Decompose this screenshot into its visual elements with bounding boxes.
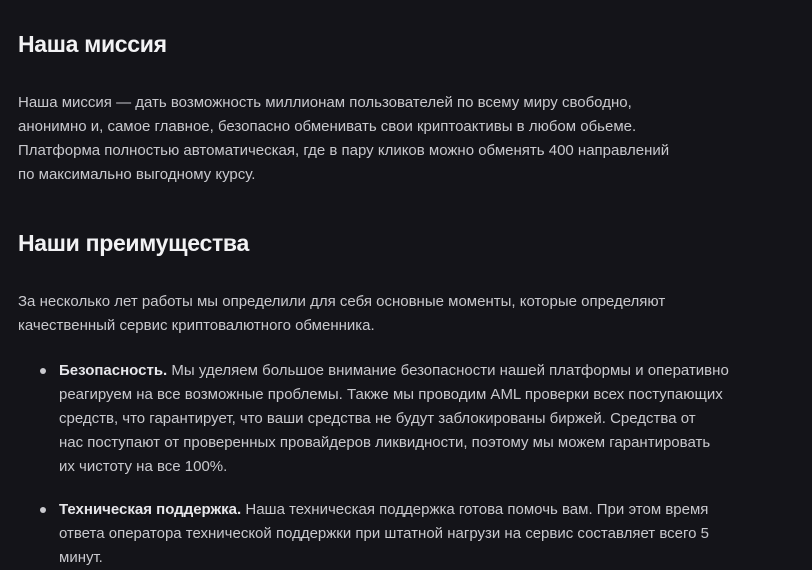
mission-heading: Наша миссия xyxy=(18,31,167,57)
advantage-line xyxy=(59,498,812,522)
advantage-line: средств, что гарантирует, что ваши средства не будут заблокированы биржей. Средства от xyxy=(59,410,696,427)
advantage-term: Безопасность. xyxy=(59,362,168,379)
advantage-text: Наша техническая поддержка готова помочь вам. При этом время xyxy=(241,501,709,518)
mission-paragraph xyxy=(18,91,758,187)
advantage-line: минут. xyxy=(59,549,103,566)
advantages-list xyxy=(0,359,812,570)
advantage-line: их чистоту на все 100%. xyxy=(59,458,228,475)
advantage-line: реагируем на все возможные проблемы. Также мы проводим AML проверки всех поступающих xyxy=(59,386,723,403)
mission-line: Наша миссия — дать возможность миллионам пользователей по всему миру свободно, xyxy=(18,94,632,111)
advantage-text: Мы уделяем большое внимание безопасности нашей платформы и оперативно xyxy=(167,362,729,379)
advantage-item-security xyxy=(0,359,812,479)
advantages-intro-line: За несколько лет работы мы определили для себя основные моменты, которые определяют xyxy=(18,293,666,310)
advantages-intro-paragraph xyxy=(18,290,758,338)
advantage-line: ответа оператора технической поддержки при штатной нагрузи на сервис составляет всего 5 xyxy=(59,525,709,542)
bullet-dot-icon xyxy=(40,507,46,513)
advantage-term: Техническая поддержка. xyxy=(59,501,242,518)
bullet-dot-icon xyxy=(40,368,46,374)
advantages-intro-line: качественный сервис криптовалютного обменника. xyxy=(18,317,375,334)
mission-line: анонимно и, самое главное, безопасно обменивать свои криптоактивы в любом обьеме. xyxy=(18,118,637,135)
mission-line: по максимально выгодному курсу. xyxy=(18,166,256,183)
advantage-item-support xyxy=(0,498,812,570)
mission-line: Платформа полностью автоматическая, где в пару кликов можно обменять 400 направлений xyxy=(18,142,670,159)
advantage-line: нас поступают от проверенных провайдеров ликвидности, поэтому мы можем гарантировать xyxy=(59,434,711,451)
advantage-line xyxy=(59,359,812,383)
advantages-heading: Наши преимущества xyxy=(18,230,249,256)
